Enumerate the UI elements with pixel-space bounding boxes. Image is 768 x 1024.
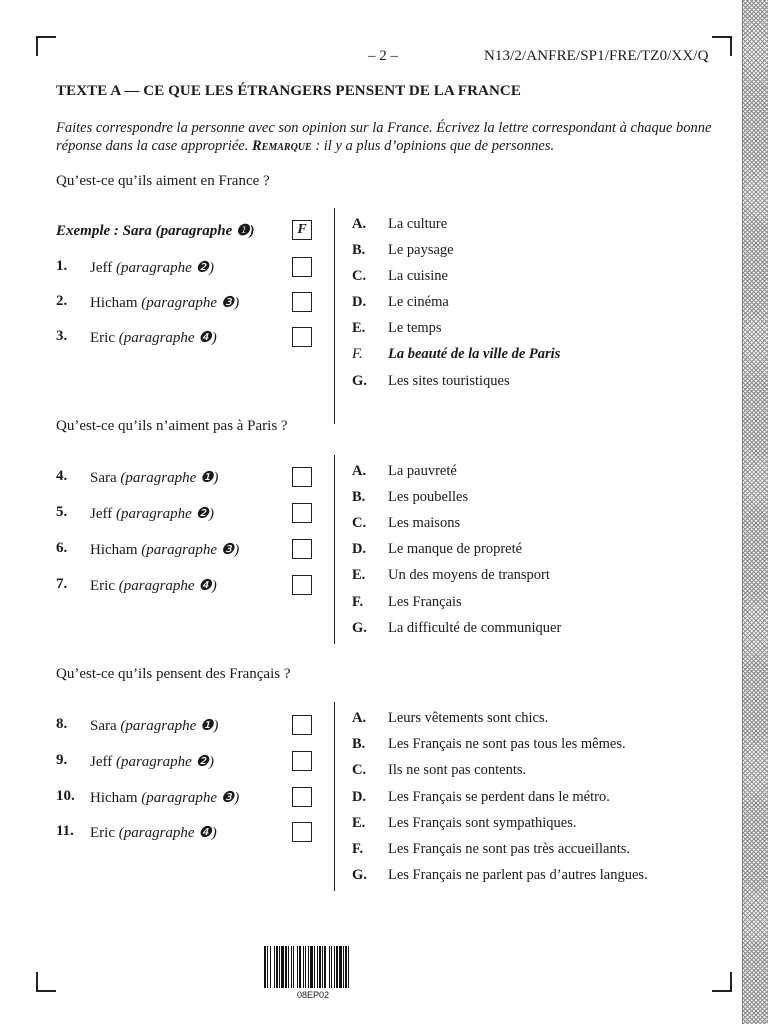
option-letter: F. (352, 841, 364, 857)
crop-mark-top-right (712, 36, 732, 56)
option-letter: D. (352, 294, 367, 310)
option-text: Les Français sont sympathiques. (388, 815, 577, 831)
option-letter: B. (352, 242, 366, 258)
person-label (90, 504, 214, 523)
option-text: Les Français (388, 594, 462, 610)
crop-mark-bottom-right (712, 972, 732, 992)
answer-box[interactable] (292, 327, 312, 347)
option-text: Les sites touristiques (388, 373, 510, 389)
instructions-text: Faites correspondre la personne avec son opinion sur la France. Écrivez la lettre correspondant à chaque bonne réponse dans la case appropriée. (56, 120, 712, 154)
option-text: Leurs vêtements sont chics. (388, 710, 549, 726)
person-name: Eric (90, 578, 115, 594)
option-text: Le cinéma (388, 294, 449, 310)
person-name: Jeff (90, 754, 113, 770)
option-letter: G. (352, 373, 367, 389)
example-answer-box: F (292, 220, 312, 240)
person-label (90, 752, 214, 771)
remark-label: Remarque (252, 138, 312, 154)
section-question: Qu’est-ce qu’ils pensent des Français ? (56, 666, 291, 682)
barcode-label: 08EP02 (296, 990, 330, 1000)
option-text: La difficulté de communiquer (388, 620, 562, 636)
option-text: Le temps (388, 320, 442, 336)
exam-code: N13/2/ANFRE/SP1/FRE/TZ0/XX/Q (484, 48, 709, 64)
person-name: Eric (90, 825, 115, 841)
instructions (56, 119, 746, 155)
person-name: Hicham (90, 790, 138, 806)
question-number: 9. (56, 752, 68, 768)
question-number: 8. (56, 716, 68, 732)
option-letter: C. (352, 762, 367, 778)
option-letter: C. (352, 268, 367, 284)
person-label (90, 540, 239, 559)
option-text: Un des moyens de transport (388, 567, 550, 583)
option-letter: A. (352, 216, 367, 232)
question-number: 2. (56, 293, 68, 309)
option-letter: D. (352, 541, 367, 557)
paragraph-reference: (paragraphe ❷) (115, 506, 214, 522)
person-name: Hicham (90, 542, 138, 558)
option-letter: B. (352, 489, 366, 505)
option-letter: B. (352, 736, 366, 752)
option-letter: C. (352, 515, 367, 531)
person-name: Exemple : Sara (56, 223, 152, 239)
person-name: Jeff (90, 260, 113, 276)
person-name: Eric (90, 330, 115, 346)
page-title: TEXTE A — CE QUE LES ÉTRANGERS PENSENT DE LA FRANCE (56, 83, 521, 99)
question-number: 3. (56, 328, 68, 344)
answer-box[interactable] (292, 575, 312, 595)
answer-box[interactable] (292, 503, 312, 523)
crop-mark-bottom-left (36, 972, 56, 992)
paragraph-reference: (paragraphe ❶) (120, 470, 219, 486)
option-text: Les Français ne sont pas tous les mêmes. (388, 736, 626, 752)
paragraph-reference: (paragraphe ❸) (141, 295, 240, 311)
option-text: La culture (388, 216, 448, 232)
answer-box[interactable] (292, 257, 312, 277)
page-number: – 2 – (368, 48, 398, 64)
option-letter: A. (352, 463, 367, 479)
option-letter: F. (352, 594, 364, 610)
option-letter: E. (352, 815, 366, 831)
question-number: 7. (56, 576, 68, 592)
answer-box[interactable] (292, 751, 312, 771)
paragraph-reference: (paragraphe ❹) (118, 825, 217, 841)
person-label (90, 293, 239, 312)
option-text: Les poubelles (388, 489, 469, 505)
paragraph-reference: (paragraphe ❶) (120, 718, 219, 734)
crop-mark-top-left (36, 36, 56, 56)
option-text: Les Français ne sont pas très accueillants. (388, 841, 630, 857)
person-name: Sara (90, 470, 117, 486)
answer-box[interactable] (292, 822, 312, 842)
option-text: Le paysage (388, 242, 454, 258)
answer-box[interactable] (292, 787, 312, 807)
person-name: Hicham (90, 295, 138, 311)
option-letter: F. (352, 346, 363, 362)
option-text: Le manque de propreté (388, 541, 523, 557)
option-letter: G. (352, 620, 367, 636)
question-number: 11. (56, 823, 74, 839)
person-name: Jeff (90, 506, 113, 522)
paragraph-reference: (paragraphe ❹) (118, 578, 217, 594)
option-text: Ils ne sont pas contents. (388, 762, 527, 778)
question-number: 6. (56, 540, 68, 556)
column-divider (334, 702, 335, 891)
option-text: Les maisons (388, 515, 461, 531)
person-label (90, 258, 214, 277)
option-text: La cuisine (388, 268, 448, 284)
option-letter: E. (352, 320, 366, 336)
answer-box[interactable] (292, 292, 312, 312)
option-letter: G. (352, 867, 367, 883)
answer-box[interactable] (292, 539, 312, 559)
person-name: Sara (90, 718, 117, 734)
paragraph-reference: (paragraphe ❶) (155, 223, 255, 239)
paragraph-reference: (paragraphe ❸) (141, 542, 240, 558)
question-number: 5. (56, 504, 68, 520)
person-label (90, 823, 217, 842)
remark-text: : il y a plus d’opinions que de personnes. (311, 138, 555, 154)
person-label (90, 468, 218, 487)
section-question: Qu’est-ce qu’ils aiment en France ? (56, 173, 270, 189)
option-text: Les Français ne parlent pas d’autres langues. (388, 867, 648, 883)
option-text: La pauvreté (388, 463, 457, 479)
option-text: Les Français se perdent dans le métro. (388, 789, 610, 805)
question-number: 1. (56, 258, 68, 274)
person-label (90, 328, 217, 347)
paragraph-reference: (paragraphe ❷) (115, 754, 214, 770)
question-number: 4. (56, 468, 68, 484)
barcode-image (264, 946, 362, 988)
paragraph-reference: (paragraphe ❸) (141, 790, 240, 806)
question-number: 10. (56, 788, 75, 804)
option-letter: D. (352, 789, 367, 805)
answer-box[interactable] (292, 467, 312, 487)
person-label (56, 221, 254, 240)
option-letter: A. (352, 710, 367, 726)
person-label (90, 788, 239, 807)
answer-box[interactable] (292, 715, 312, 735)
person-label (90, 716, 218, 735)
option-text: La beauté de la ville de Paris (388, 346, 561, 362)
person-label (90, 576, 217, 595)
column-divider (334, 455, 335, 644)
section-question: Qu’est-ce qu’ils n’aiment pas à Paris ? (56, 418, 288, 434)
paragraph-reference: (paragraphe ❹) (118, 330, 217, 346)
option-letter: E. (352, 567, 366, 583)
column-divider (334, 208, 335, 424)
paragraph-reference: (paragraphe ❷) (115, 260, 214, 276)
